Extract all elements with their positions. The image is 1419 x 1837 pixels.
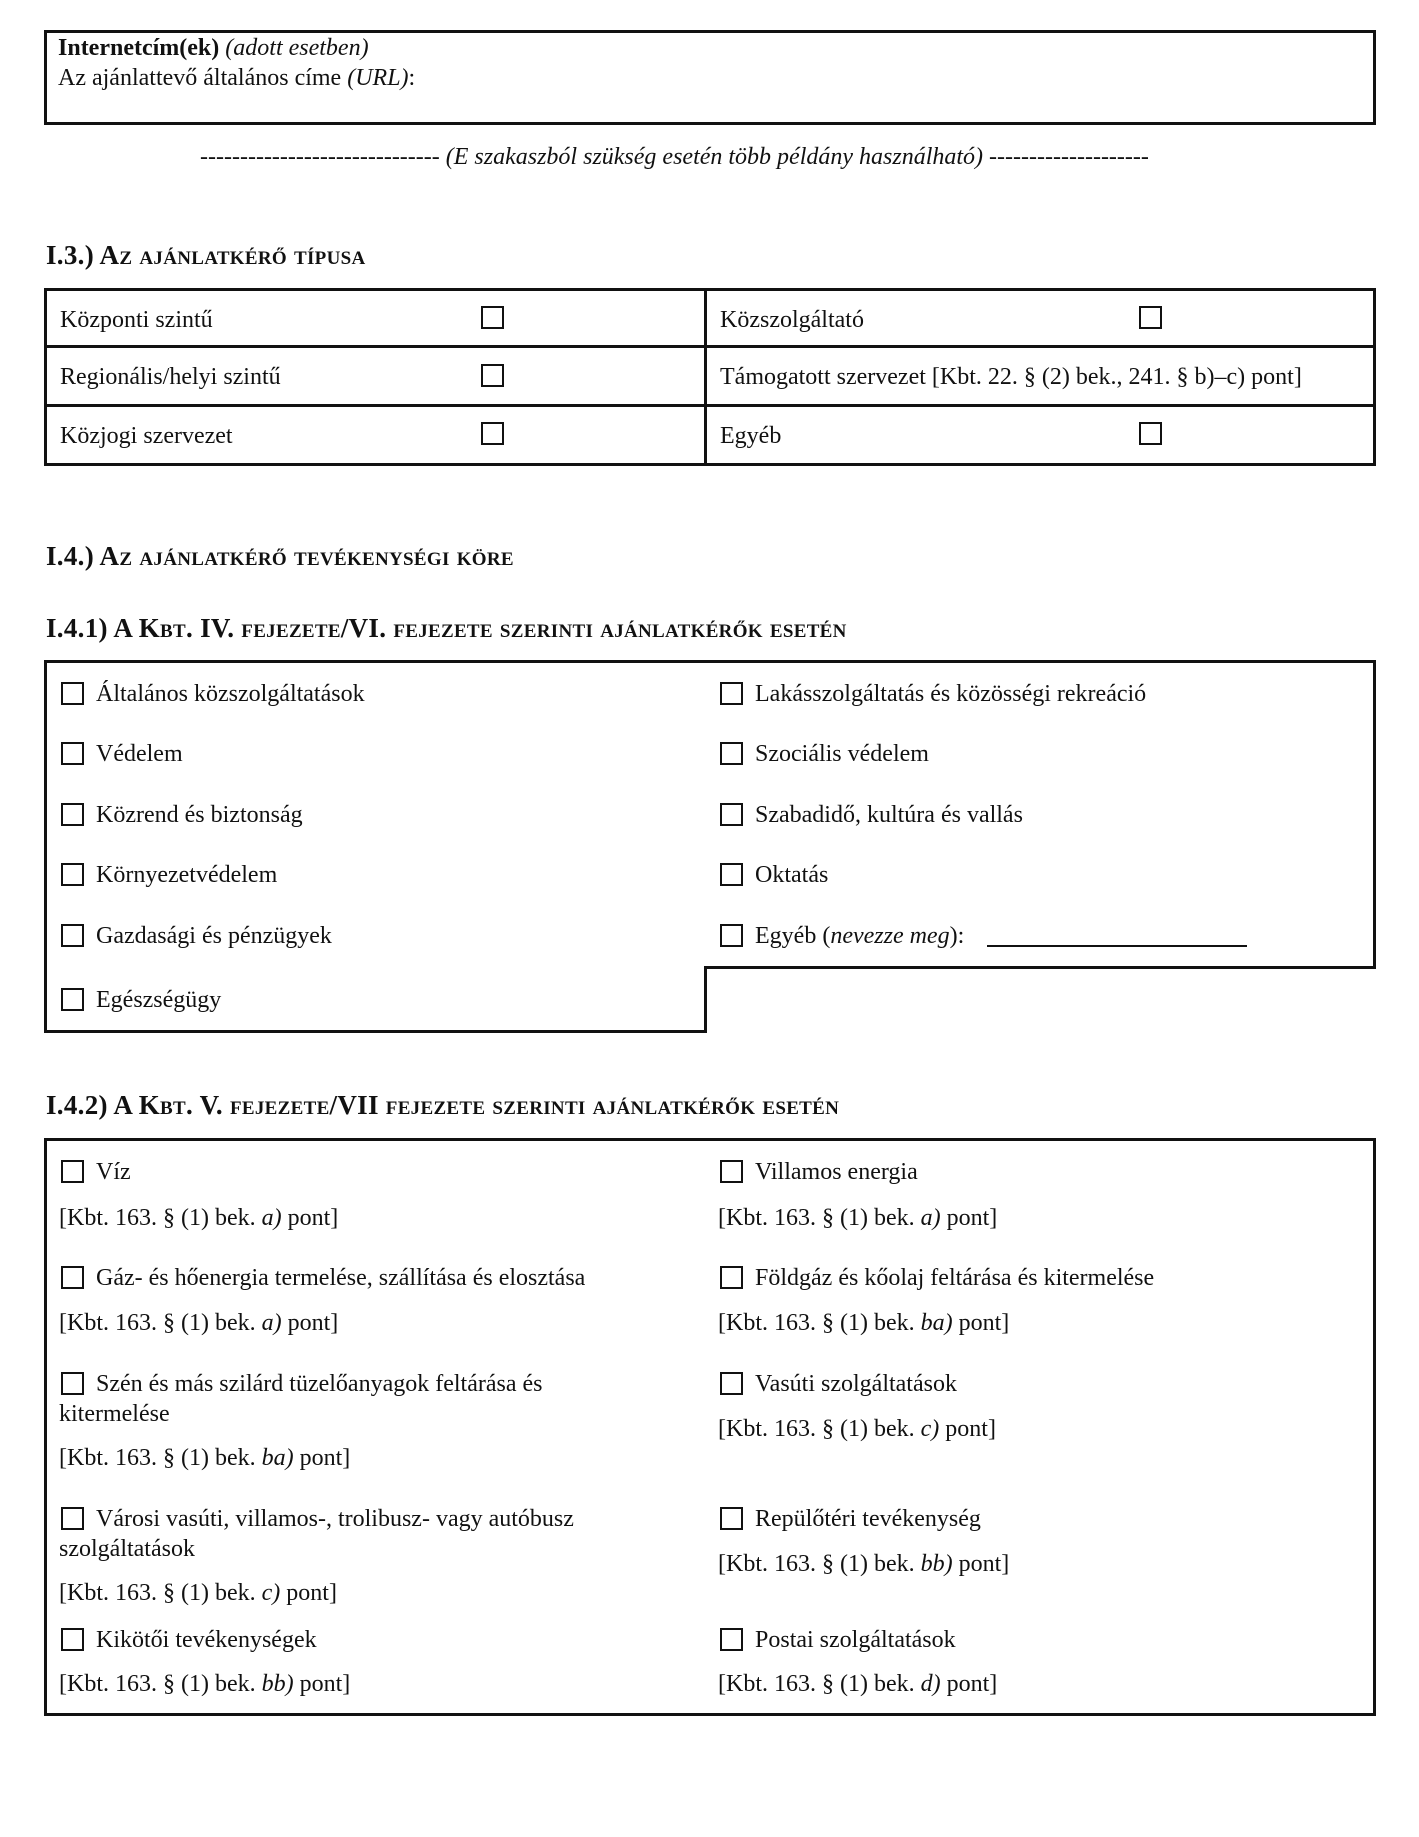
- section-i41-title: I.4.1) A Kbt. IV. fejezete/VI. fejezete szerinti ajánlatkérők esetén: [46, 613, 847, 643]
- activity-general-services-checkbox[interactable]: [61, 682, 84, 705]
- activity-public-order-label: Közrend és biztonság: [96, 802, 303, 828]
- separator-text: (E szakaszból szükség esetén több példány használható): [445, 144, 984, 170]
- activity-housing-label: Lakásszolgáltatás és közösségi rekreáció: [755, 681, 1147, 707]
- section-i4-title: I.4.) Az ajánlatkérő tevékenységi köre: [46, 541, 514, 571]
- section-i3-title: I.3.) Az ajánlatkérő típusa: [46, 240, 366, 270]
- i41-bottom-border-right: [704, 966, 1376, 969]
- sector-coal-checkbox[interactable]: [61, 1372, 84, 1395]
- sector-gas-heat-ref: [59, 1308, 338, 1338]
- ref-end: pont]: [952, 1551, 1010, 1577]
- activity-other-input[interactable]: [987, 945, 1247, 947]
- type-public-law-label: Közjogi szervezet: [60, 423, 233, 449]
- sector-water-label: Víz: [96, 1159, 131, 1185]
- sector-coal-ref: [59, 1443, 350, 1473]
- ref-point: bb): [920, 1551, 953, 1577]
- sector-airport-label: Repülőtéri tevékenység: [755, 1506, 981, 1532]
- sector-ports-checkbox[interactable]: [61, 1628, 84, 1651]
- ref-point: ba): [261, 1445, 294, 1471]
- type-central-label: Központi szintű: [60, 307, 213, 333]
- activity-education-label: Oktatás: [755, 862, 829, 888]
- sector-urban-transport-checkbox[interactable]: [61, 1507, 84, 1530]
- general-address-line[interactable]: [58, 63, 415, 93]
- activity-other-checkbox[interactable]: [720, 924, 743, 947]
- sector-electricity-checkbox[interactable]: [720, 1160, 743, 1183]
- ref-point: a): [261, 1205, 282, 1231]
- activity-economic-checkbox[interactable]: [61, 924, 84, 947]
- ref-end: pont]: [281, 1205, 339, 1231]
- activity-social-checkbox[interactable]: [720, 742, 743, 765]
- section-i3-row-line-1: [44, 345, 1376, 348]
- type-central-checkbox[interactable]: [481, 306, 504, 329]
- internet-label-note: (adott esetben): [225, 35, 369, 61]
- sector-electricity-label: Villamos energia: [755, 1159, 918, 1185]
- ref-text: [Kbt. 163. § (1) bek.: [59, 1310, 262, 1336]
- sector-ports-label: Kikötői tevékenységek: [96, 1627, 317, 1653]
- ref-text: [Kbt. 163. § (1) bek.: [718, 1416, 921, 1442]
- activity-social-label: Szociális védelem: [755, 741, 929, 767]
- activity-housing-checkbox[interactable]: [720, 682, 743, 705]
- activity-other-label: [755, 921, 964, 951]
- type-other-label: Egyéb: [720, 423, 782, 449]
- ref-end: pont]: [939, 1416, 996, 1442]
- sector-water-ref: [59, 1203, 338, 1233]
- i41-bottom-border-left: [44, 1030, 707, 1033]
- sector-gas-heat-checkbox[interactable]: [61, 1266, 84, 1289]
- ref-text: [Kbt. 163. § (1) bek.: [718, 1671, 921, 1697]
- sector-oil-gas-label: Földgáz és kőolaj feltárása és kitermelése: [755, 1265, 1155, 1291]
- ref-text: [Kbt. 163. § (1) bek.: [59, 1445, 262, 1471]
- i41-middle-border: [704, 968, 707, 1033]
- activity-health-label: Egészségügy: [96, 987, 222, 1013]
- sector-ports-ref: [59, 1669, 350, 1699]
- type-regional-label: Regionális/helyi szintű: [60, 364, 281, 390]
- i41-right-border: [1373, 660, 1376, 969]
- activity-economic-label: Gazdasági és pénzügyek: [96, 923, 332, 949]
- i41-left-border: [44, 660, 47, 1033]
- sector-water-checkbox[interactable]: [61, 1160, 84, 1183]
- type-public-law-checkbox[interactable]: [481, 422, 504, 445]
- activity-other-suffix: ):: [949, 923, 965, 949]
- sector-oil-gas-checkbox[interactable]: [720, 1266, 743, 1289]
- ref-end: pont]: [952, 1310, 1010, 1336]
- type-other-checkbox[interactable]: [1139, 422, 1162, 445]
- ref-point: a): [920, 1205, 941, 1231]
- activity-other-prefix: Egyéb (: [755, 923, 831, 949]
- internet-address-label: [58, 33, 369, 63]
- general-address-label: Az ajánlattevő általános címe: [58, 65, 342, 91]
- activity-culture-label: Szabadidő, kultúra és vallás: [755, 802, 1023, 828]
- activity-general-services-label: Általános közszolgáltatások: [96, 681, 365, 707]
- sector-urban-transport-label-line2: szolgáltatások: [59, 1536, 195, 1562]
- sector-electricity-ref: [718, 1203, 997, 1233]
- sector-postal-ref: [718, 1669, 997, 1699]
- type-supported-org-label: Támogatott szervezet [Kbt. 22. § (2) bek., 241. § b)–c) pont]: [720, 364, 1302, 390]
- ref-point: a): [261, 1310, 282, 1336]
- ref-point: ba): [920, 1310, 953, 1336]
- ref-text: [Kbt. 163. § (1) bek.: [59, 1205, 262, 1231]
- ref-text: [Kbt. 163. § (1) bek.: [718, 1551, 921, 1577]
- activity-culture-checkbox[interactable]: [720, 803, 743, 826]
- activity-environment-label: Környezetvédelem: [96, 862, 278, 888]
- ref-point: c): [920, 1416, 940, 1442]
- ref-point: d): [920, 1671, 941, 1697]
- sector-urban-transport-label: Városi vasúti, villamos-, trolibusz- vagy autóbusz: [96, 1506, 574, 1532]
- internet-label-bold: Internetcím(ek): [58, 35, 220, 61]
- ref-text: [Kbt. 163. § (1) bek.: [59, 1671, 262, 1697]
- type-public-service-label: Közszolgáltató: [720, 307, 864, 333]
- activity-public-order-checkbox[interactable]: [61, 803, 84, 826]
- sector-railway-label: Vasúti szolgáltatások: [755, 1371, 957, 1397]
- activity-environment-checkbox[interactable]: [61, 863, 84, 886]
- sector-postal-checkbox[interactable]: [720, 1628, 743, 1651]
- sector-urban-transport-ref: [59, 1578, 337, 1608]
- sector-oil-gas-ref: [718, 1308, 1009, 1338]
- ref-text: [Kbt. 163. § (1) bek.: [59, 1580, 262, 1606]
- type-public-service-checkbox[interactable]: [1139, 306, 1162, 329]
- ref-end: pont]: [280, 1580, 337, 1606]
- sector-railway-checkbox[interactable]: [720, 1372, 743, 1395]
- section-i42-title: I.4.2) A Kbt. V. fejezete/VII fejezete szerinti ajánlatkérők esetén: [46, 1090, 840, 1120]
- separator-left-dashes: ------------------------------: [200, 144, 440, 170]
- url-colon: :: [408, 65, 416, 91]
- sector-airport-ref: [718, 1549, 1009, 1579]
- activity-defence-checkbox[interactable]: [61, 742, 84, 765]
- sector-railway-ref: [718, 1414, 996, 1444]
- activity-other-hint: nevezze meg: [830, 923, 950, 949]
- ref-text: [Kbt. 163. § (1) bek.: [718, 1205, 921, 1231]
- ref-end: pont]: [293, 1445, 351, 1471]
- sector-postal-label: Postai szolgáltatások: [755, 1627, 956, 1653]
- sector-coal-label: Szén és más szilárd tüzelőanyagok feltárása és: [96, 1371, 543, 1397]
- ref-point: bb): [261, 1671, 294, 1697]
- type-regional-checkbox[interactable]: [481, 364, 504, 387]
- activity-health-checkbox[interactable]: [61, 988, 84, 1011]
- sector-coal-label-line2: kitermelése: [59, 1401, 170, 1427]
- ref-end: pont]: [940, 1205, 998, 1231]
- sector-airport-checkbox[interactable]: [720, 1507, 743, 1530]
- ref-end: pont]: [281, 1310, 339, 1336]
- activity-defence-label: Védelem: [96, 741, 183, 767]
- section-i3-row-line-2: [44, 404, 1376, 407]
- section-i3-divider: [704, 288, 707, 466]
- sector-gas-heat-label: Gáz- és hőenergia termelése, szállítása és elosztása: [96, 1265, 586, 1291]
- activity-education-checkbox[interactable]: [720, 863, 743, 886]
- ref-text: [Kbt. 163. § (1) bek.: [718, 1310, 921, 1336]
- url-label: (URL): [347, 65, 409, 91]
- separator-note: [200, 142, 1149, 172]
- separator-right-dashes: --------------------: [989, 144, 1149, 170]
- i41-top-border: [44, 660, 1376, 663]
- ref-end: pont]: [940, 1671, 998, 1697]
- ref-point: c): [261, 1580, 281, 1606]
- ref-end: pont]: [293, 1671, 351, 1697]
